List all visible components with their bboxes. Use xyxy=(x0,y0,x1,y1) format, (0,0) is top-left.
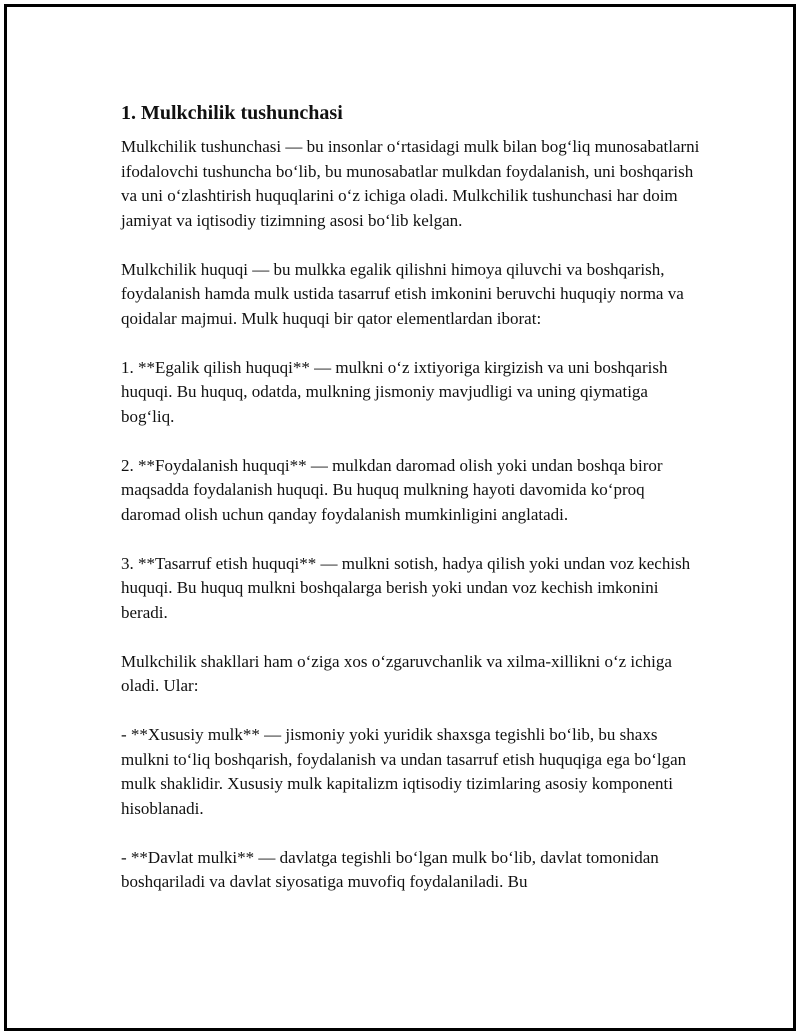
paragraph-ownership-right: Mulkchilik huquqi — bu mulkka egalik qilishni himoya qiluvchi va boshqarish, foydalanish hamda mulk ustida tasarruf etish imkonini beruvchi huquqiy norma va qoidalar majmui. Mulk huquqi bir qator elementlardan iborat: xyxy=(121,259,684,328)
paragraph-ownership-forms: Mulkchilik shakllari ham oʻziga xos oʻzgaruvchanlik va xilma-xillikni oʻz ichiga oladi. Ular: xyxy=(121,651,672,695)
document-body xyxy=(121,99,701,919)
page-frame xyxy=(4,4,796,1031)
list-item-possession-right: 1. **Egalik qilish huquqi** — mulkni oʻz ixtiyoriga kirgizish va uni boshqarish huquqi. Bu huquq, odatda, mulkning jismoniy mavjudligi va uning qiymatiga bogʻliq. xyxy=(121,357,668,426)
section-title: 1. Mulkchilik tushunchasi xyxy=(121,102,343,124)
list-item-disposal-right: 3. **Tasarruf etish huquqi** — mulkni sotish, hadya qilish yoki undan voz kechish huquqi. Bu huquq mulkni boshqalarga berish yoki undan voz kechish imkonini beradi. xyxy=(121,553,691,622)
list-item-state-property: - **Davlat mulki** — davlatga tegishli boʻlgan mulk boʻlib, davlat tomonidan boshqariladi va davlat siyosatiga muvofiq foydalaniladi. Bu xyxy=(121,847,659,891)
list-item-use-right: 2. **Foydalanish huquqi** — mulkdan daromad olish yoki undan boshqa biror maqsadda foydalanish huquqi. Bu huquq mulkning hayoti davomida koʻproq daromad olish uchun qanday foydalanish mumkinligini anglatadi. xyxy=(121,455,663,524)
paragraph-ownership-concept: Mulkchilik tushunchasi — bu insonlar oʻrtasidagi mulk bilan bogʻliq munosabatlarni ifodalovchi tushuncha boʻlib, bu munosabatlar mulkdan foydalanish, uni boshqarish va uni oʻzlashtirish huquqlarini oʻz ichiga oladi. Mulkchilik tushunchasi har doim jamiyat va iqtisodiy tizimning asosi boʻlib kelgan. xyxy=(121,137,700,230)
list-item-private-property: - **Xususiy mulk** — jismoniy yoki yuridik shaxsga tegishli boʻlib, bu shaxs mulkni toʻliq boshqarish, foydalanish va undan tasarruf etish huquqiga ega boʻlgan mulk shaklidir. Xususiy mulk kapitalizm iqtisodiy tizimlaring asosiy komponenti hisoblanadi. xyxy=(121,725,687,818)
